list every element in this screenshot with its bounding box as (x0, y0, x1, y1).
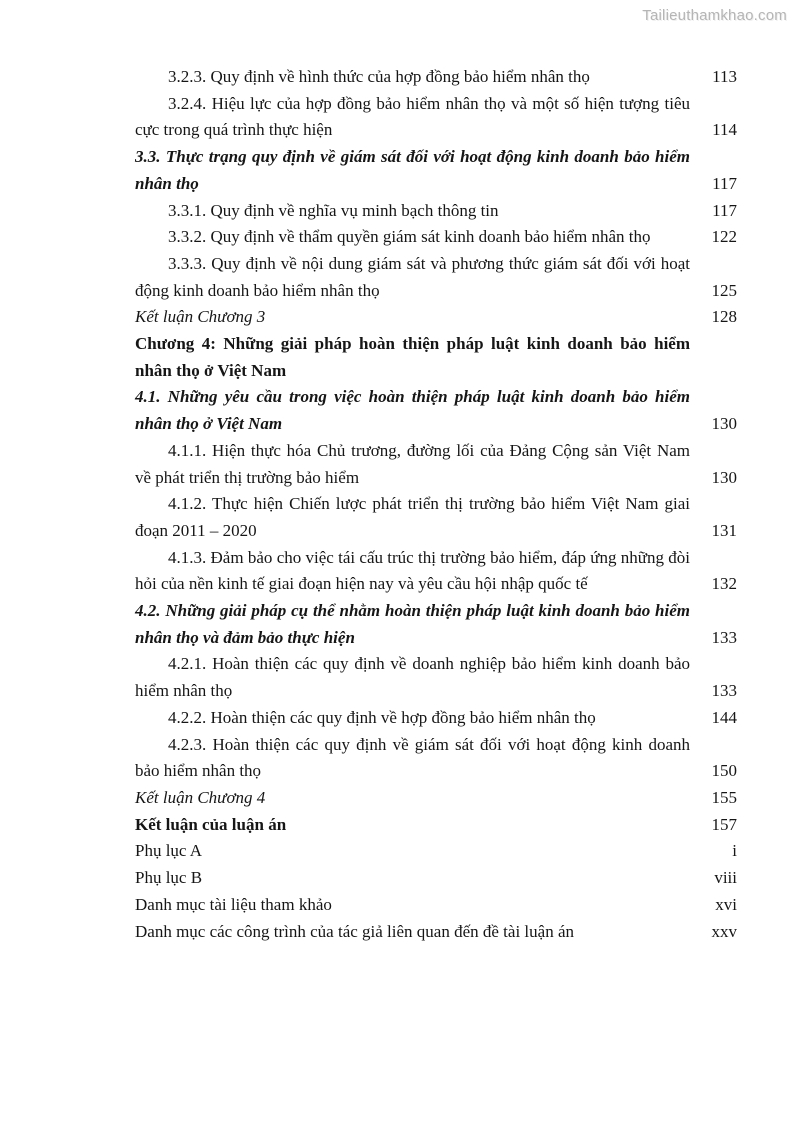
toc-entry-text: Danh mục tài liệu tham khảo (135, 894, 332, 914)
toc-entry-page-number: 144 (711, 707, 737, 727)
toc-entry-page-number: 131 (711, 520, 737, 540)
toc-entry (135, 892, 737, 919)
toc-entry-text: 3.3.1. Quy định về nghĩa vụ minh bạch thông tin (168, 200, 499, 220)
toc-entry-text: 4.1.2. Thực hiện Chiến lược phát triển thị trường bảo hiểm Việt Nam giai đoạn 2011 – 2020 (135, 494, 690, 540)
toc-entry (135, 598, 737, 651)
toc-entry-text: 4.1. Những yêu cầu trong việc hoàn thiện pháp luật kinh doanh bảo hiểm nhân thọ ở Việt Nam (135, 387, 690, 434)
toc-entry-page-number: 130 (711, 467, 737, 487)
toc-entry-text: 3.2.4. Hiệu lực của hợp đồng bảo hiểm nhân thọ và một số hiện tượng tiêu cực trong quá trình thực hiện (135, 93, 690, 140)
toc-entry (135, 651, 737, 704)
toc-entry (135, 331, 737, 384)
toc-entry (135, 705, 737, 732)
toc-entry (135, 251, 737, 304)
toc-entry-text: Kết luận Chương 4 (135, 787, 266, 807)
toc-entry-page-number: 117 (712, 173, 737, 193)
toc-entry-text: Danh mục các công trình của tác giả liên quan đến đề tài luận án (135, 921, 574, 941)
toc-entry-page-number: i (732, 841, 737, 861)
toc-entry-page-number: 155 (711, 787, 737, 807)
toc-entry (135, 198, 737, 225)
toc-entry (135, 64, 737, 91)
toc-entry-text: 4.2.3. Hoàn thiện các quy định về giám sát đối với hoạt động kinh doanh bảo hiểm nhân thọ (135, 734, 690, 781)
toc-entry (135, 438, 737, 491)
toc-entry-text: 4.1.3. Đảm bảo cho việc tái cấu trúc thị trường bảo hiểm, đáp ứng những đòi hỏi của nền kinh tế giai đoạn hiện nay và yêu cầu hội nhập quốc tế (135, 547, 690, 594)
toc-entry-page-number: 133 (711, 627, 737, 647)
toc-entry-text: Chương 4: Những giải pháp hoàn thiện pháp luật kinh doanh bảo hiểm nhân thọ ở Việt Nam (135, 334, 690, 380)
toc-entry (135, 224, 737, 251)
toc-entry-text: 4.2.2. Hoàn thiện các quy định về hợp đồng bảo hiểm nhân thọ (168, 707, 596, 727)
toc-entry-page-number: xvi (715, 894, 737, 914)
toc-entry-text: 3.2.3. Quy định về hình thức của hợp đồng bảo hiểm nhân thọ (168, 67, 590, 86)
watermark: Tailieuthamkhao.com (642, 7, 787, 24)
toc-entry-page-number: 157 (711, 814, 737, 834)
toc-entry-text: 3.3.2. Quy định về thẩm quyền giám sát kinh doanh bảo hiểm nhân thọ (168, 227, 651, 247)
toc-entry-page-number: viii (714, 868, 737, 888)
toc-entry-text: Phụ lục A (135, 841, 203, 861)
toc-entry (135, 491, 737, 544)
toc-entry (135, 838, 737, 865)
toc-entry (135, 545, 737, 598)
toc-entry-page-number: 150 (711, 761, 737, 781)
toc-entry (135, 812, 737, 839)
toc-entry (135, 865, 737, 892)
toc-entry (135, 91, 737, 144)
toc-entry-text: 3.3.3. Quy định về nội dung giám sát và phương thức giám sát đối với hoạt động kinh doanh bảo hiểm nhân thọ (135, 253, 690, 300)
toc-entry (135, 144, 737, 197)
toc-entry-page-number: xxv (711, 921, 737, 941)
toc-entry-text: Kết luận Chương 3 (135, 307, 266, 327)
toc-entry-text: 4.2.1. Hoàn thiện các quy định về doanh nghiệp bảo hiểm kinh doanh bảo hiểm nhân thọ (135, 654, 690, 701)
toc-entry (135, 785, 737, 812)
table-of-contents (135, 64, 737, 945)
toc-entry-page-number: 122 (711, 227, 737, 247)
toc-entry-text: 3.3. Thực trạng quy định về giám sát đối với hoạt động kinh doanh bảo hiểm nhân thọ (135, 147, 690, 193)
toc-entry-text: 4.1.1. Hiện thực hóa Chủ trương, đường lối của Đảng Cộng sản Việt Nam về phát triển thị trường bảo hiểm (135, 440, 690, 487)
toc-entry-page-number: 125 (711, 280, 737, 300)
toc-entry-text: 4.2. Những giải pháp cụ thể nhằm hoàn thiện pháp luật kinh doanh bảo hiểm nhân thọ và đảm bảo thực hiện (135, 601, 690, 647)
toc-entry-page-number: 133 (711, 681, 737, 701)
toc-entry (135, 384, 737, 437)
toc-entry-page-number: 114 (712, 120, 737, 140)
toc-entry (135, 732, 737, 785)
toc-entry-page-number: 132 (711, 574, 737, 594)
toc-entry (135, 919, 737, 946)
toc-entry-text: Kết luận của luận án (135, 814, 287, 834)
toc-entry-page-number: 128 (711, 307, 737, 327)
toc-entry-text: Phụ lục B (135, 868, 203, 888)
toc-entry-page-number: 113 (712, 67, 737, 86)
toc-entry (135, 304, 737, 331)
toc-entry-page-number: 117 (712, 200, 737, 220)
toc-entry-page-number: 130 (711, 414, 737, 434)
